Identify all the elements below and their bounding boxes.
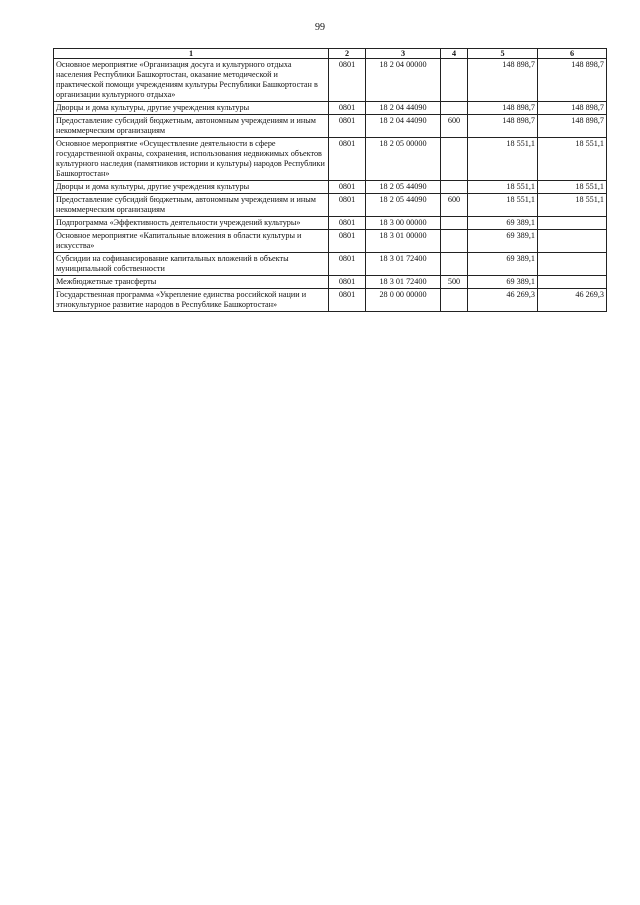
table-row [54, 194, 607, 217]
table-header-row [54, 49, 607, 59]
row-expense-type [441, 253, 468, 276]
row-amount-2 [538, 253, 607, 276]
row-name: Дворцы и дома культуры, другие учреждения культуры [54, 102, 329, 115]
row-expense-type [441, 138, 468, 181]
row-section: 0801 [329, 102, 366, 115]
row-section: 0801 [329, 217, 366, 230]
row-name: Предоставление субсидий бюджетным, автономным учреждениям и иным некоммерческим организациям [54, 194, 329, 217]
row-expense-type: 500 [441, 276, 468, 289]
row-expense-type: 600 [441, 194, 468, 217]
row-section: 0801 [329, 181, 366, 194]
row-amount-2: 18 551,1 [538, 194, 607, 217]
header-col-5: 5 [468, 49, 538, 59]
row-expense-type [441, 181, 468, 194]
row-name: Основное мероприятие «Организация досуга и культурного отдыха населения Республики Башкортостан, оказание методической и практической помощи учреждениям культуры Республики Башкортостан в организации культурного отдыха» [54, 59, 329, 102]
header-col-1: 1 [54, 49, 329, 59]
row-section: 0801 [329, 289, 366, 312]
row-amount-1: 18 551,1 [468, 138, 538, 181]
row-amount-1: 18 551,1 [468, 194, 538, 217]
row-name: Основное мероприятие «Осуществление деятельности в сфере государственной охраны, сохранения, использования недвижимых объектов культурного наследия (памятников истории и культуры) народов Республики Башкортостан» [54, 138, 329, 181]
row-section: 0801 [329, 138, 366, 181]
row-target-code: 18 3 01 72400 [366, 276, 441, 289]
row-name: Субсидии на софинансирование капитальных вложений в объекты муниципальной собственности [54, 253, 329, 276]
table-row [54, 115, 607, 138]
header-col-4: 4 [441, 49, 468, 59]
row-target-code: 18 3 00 00000 [366, 217, 441, 230]
row-section: 0801 [329, 115, 366, 138]
row-amount-2 [538, 217, 607, 230]
table-row [54, 253, 607, 276]
row-target-code: 18 2 05 44090 [366, 181, 441, 194]
row-name: Предоставление субсидий бюджетным, автономным учреждениям и иным некоммерческим организациям [54, 115, 329, 138]
row-expense-type: 600 [441, 115, 468, 138]
row-amount-2: 18 551,1 [538, 138, 607, 181]
table-row [54, 102, 607, 115]
table-row [54, 230, 607, 253]
row-amount-1: 69 389,1 [468, 276, 538, 289]
row-target-code: 18 3 01 72400 [366, 253, 441, 276]
row-name: Основное мероприятие «Капитальные вложения в области культуры и искусства» [54, 230, 329, 253]
row-amount-1: 148 898,7 [468, 59, 538, 102]
row-target-code: 18 2 04 00000 [366, 59, 441, 102]
row-amount-1: 69 389,1 [468, 253, 538, 276]
table-row [54, 181, 607, 194]
header-col-6: 6 [538, 49, 607, 59]
table-row [54, 276, 607, 289]
row-expense-type [441, 59, 468, 102]
row-name: Подпрограмма «Эффективность деятельности учреждений культуры» [54, 217, 329, 230]
row-section: 0801 [329, 276, 366, 289]
page-number: 99 [315, 22, 325, 33]
row-amount-2: 148 898,7 [538, 115, 607, 138]
table-row [54, 289, 607, 312]
table-row [54, 138, 607, 181]
row-amount-2: 18 551,1 [538, 181, 607, 194]
row-target-code: 18 2 05 44090 [366, 194, 441, 217]
table-row [54, 59, 607, 102]
row-target-code: 18 2 05 00000 [366, 138, 441, 181]
row-target-code: 18 3 01 00000 [366, 230, 441, 253]
row-target-code: 18 2 04 44090 [366, 115, 441, 138]
header-col-3: 3 [366, 49, 441, 59]
row-amount-1: 148 898,7 [468, 102, 538, 115]
row-expense-type [441, 289, 468, 312]
header-col-2: 2 [329, 49, 366, 59]
row-section: 0801 [329, 253, 366, 276]
row-target-code: 28 0 00 00000 [366, 289, 441, 312]
row-amount-2 [538, 276, 607, 289]
row-expense-type [441, 217, 468, 230]
row-target-code: 18 2 04 44090 [366, 102, 441, 115]
row-section: 0801 [329, 59, 366, 102]
row-amount-2: 148 898,7 [538, 59, 607, 102]
row-section: 0801 [329, 194, 366, 217]
row-name: Государственная программа «Укрепление единства российской нации и этнокультурное развитие народов в Республике Башкортостан» [54, 289, 329, 312]
row-section: 0801 [329, 230, 366, 253]
row-amount-1: 46 269,3 [468, 289, 538, 312]
table-row [54, 217, 607, 230]
row-amount-2 [538, 230, 607, 253]
row-name: Дворцы и дома культуры, другие учреждения культуры [54, 181, 329, 194]
row-amount-2: 148 898,7 [538, 102, 607, 115]
row-expense-type [441, 102, 468, 115]
row-amount-1: 69 389,1 [468, 230, 538, 253]
row-amount-1: 18 551,1 [468, 181, 538, 194]
row-amount-1: 148 898,7 [468, 115, 538, 138]
budget-table [53, 48, 607, 312]
row-amount-2: 46 269,3 [538, 289, 607, 312]
row-name: Межбюджетные трансферты [54, 276, 329, 289]
row-expense-type [441, 230, 468, 253]
row-amount-1: 69 389,1 [468, 217, 538, 230]
